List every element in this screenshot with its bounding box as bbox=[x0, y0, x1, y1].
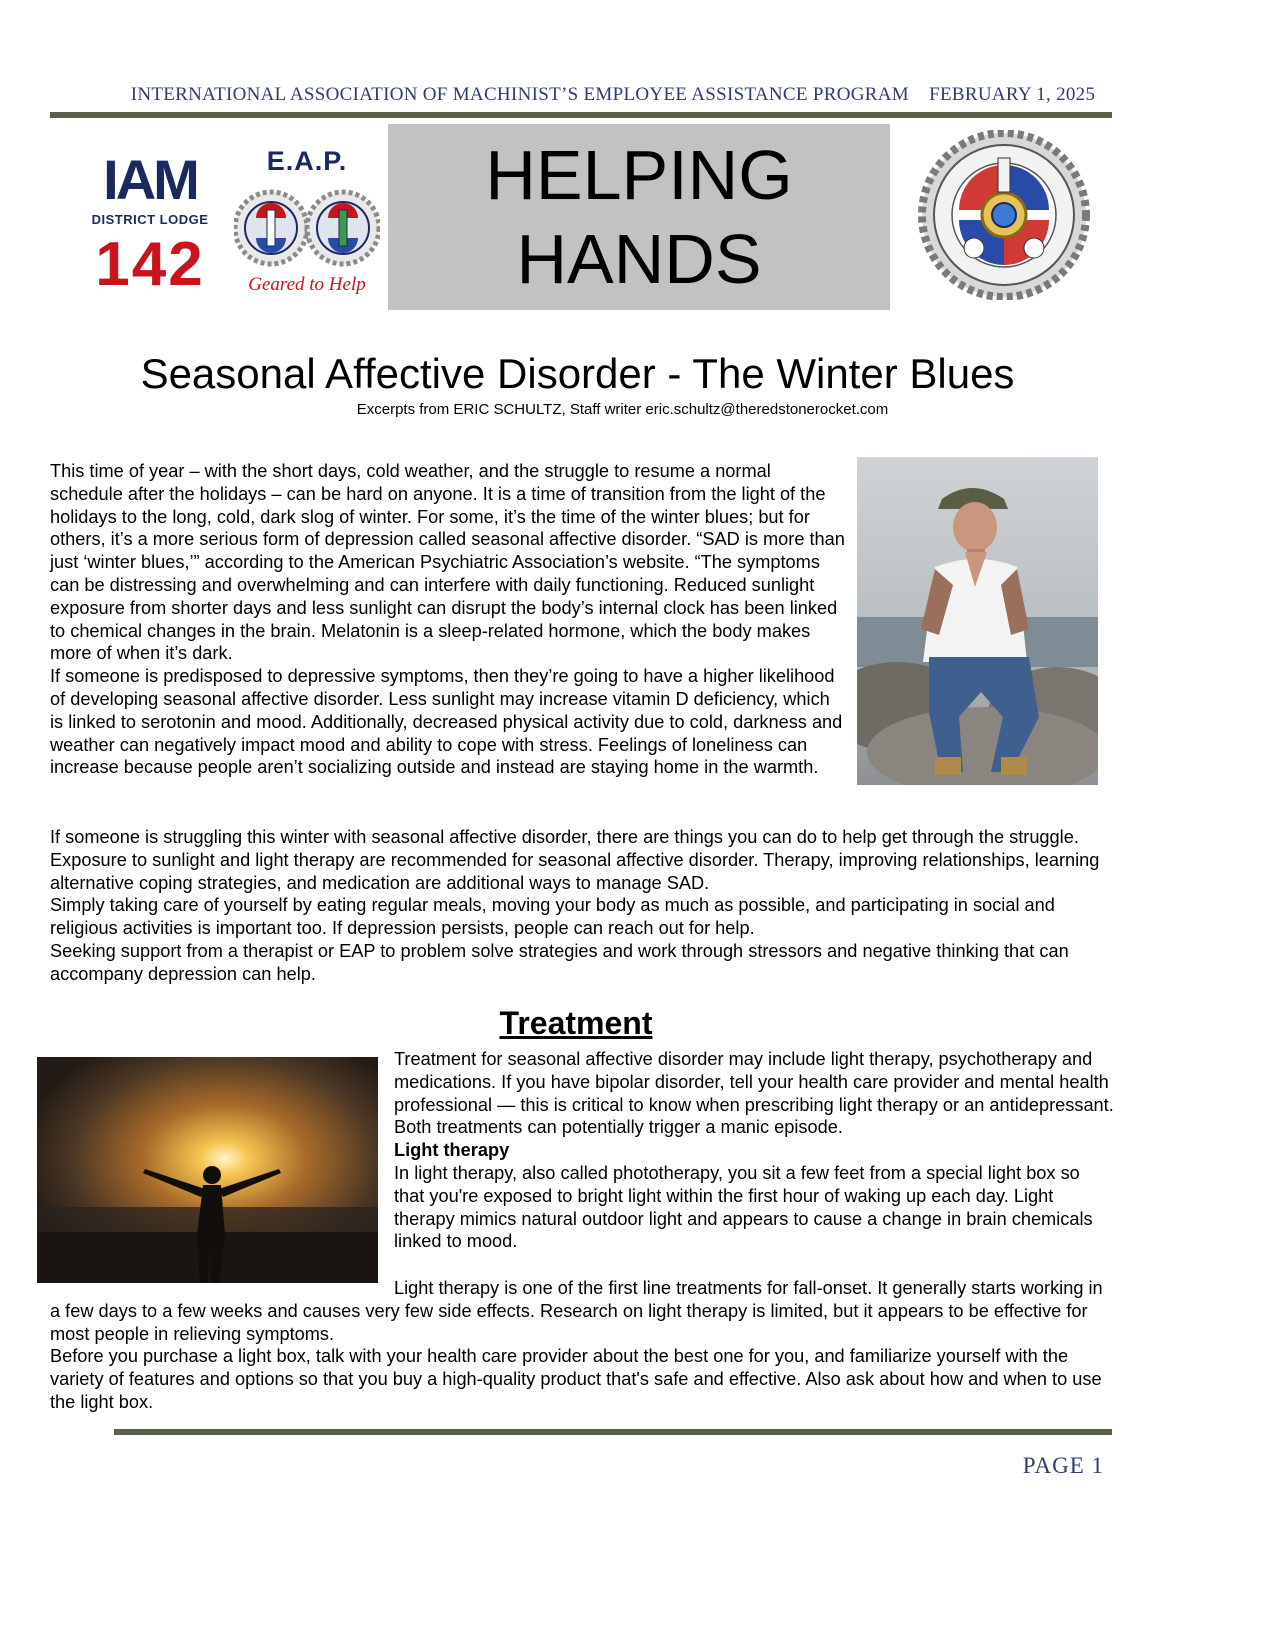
iam-seal-logo bbox=[904, 130, 1104, 300]
treatment-continued-column bbox=[50, 1277, 1115, 1414]
iam-lodge-label: DISTRICT LODGE bbox=[91, 212, 209, 227]
light-therapy-paragraph: In light therapy, also called phototherapy, you sit a few feet from a special light box so that you're exposed to bright light within the first hour of waking up each day. Light therapy mimics natural outdoor light and appears to cause a change in brain chemicals linked to mood. bbox=[394, 1162, 1093, 1252]
article-paragraph: Seeking support from a therapist or EAP to problem solve strategies and work through stressors and negative thinking that can accompany depression can help. bbox=[50, 940, 1069, 984]
article-byline: Excerpts from ERIC SCHULTZ, Staff writer eric.schultz@theredstonerocket.com bbox=[356, 401, 889, 418]
article-paragraph: Simply taking care of yourself by eating regular meals, moving your body as much as possible, and participating in social and religious activities is important too. If depression persists, people can reach out for help. bbox=[50, 895, 1055, 939]
light-therapy-subhead: Light therapy bbox=[394, 1140, 510, 1161]
eap-gears-icon bbox=[234, 184, 380, 272]
article-continued-column bbox=[50, 826, 1115, 986]
man-on-rocks-photo bbox=[857, 457, 1098, 785]
header-rule bbox=[50, 112, 1112, 118]
light-therapy-paragraph: Light therapy is one of the first line treatments for fall-onset. It generally starts working in a few days to a few weeks and causes very few side effects. Research on light therapy is limited, but it appears to be effective for most people in relieving symptoms. bbox=[50, 1278, 1103, 1344]
masthead-line-1: HELPING bbox=[485, 136, 793, 214]
iam-logo-text: IAM bbox=[103, 148, 197, 211]
eap-logo bbox=[232, 146, 382, 302]
page-number: PAGE 1 bbox=[1022, 1453, 1104, 1478]
treatment-column bbox=[394, 1048, 1114, 1253]
article-paragraph: This time of year – with the short days, cold weather, and the struggle to resume a normal schedule after the holidays – can be hard on anyone. It is a time of transition from the light of the holidays to the long, cold, dark slog of winter. For some, it’s the time of the winter blues; but for others, it’s a more serious form of depression called seasonal affective disorder. “SAD is more than just ‘winter blues,’” according to the American Psychiatric Association’s website. “The symptoms can be distressing and overwhelming and can interfere with daily functioning. Reduced sunlight exposure from shorter days and less sunlight can disrupt the body’s internal clock has been linked to chemical changes in the brain. Melatonin is a sleep-related hormone, which the body makes more of when it’s dark. bbox=[50, 461, 845, 664]
light-therapy-paragraph: Before you purchase a light box, talk with your health care provider about the best one for you, and familiarize yourself with the variety of features and options so that you buy a high-quality product that's safe and effective. Also ask about how and when to use the light box. bbox=[50, 1346, 1102, 1412]
article-paragraph: If someone is struggling this winter with seasonal affective disorder, there are things you can do to help get through the struggle. Exposure to sunlight and light therapy are recommended for seasonal affective disorder. Therapy, improving relationships, learning alternative coping strategies, and medication are additional ways to manage SAD. bbox=[50, 827, 1100, 893]
eap-tagline: Geared to Help bbox=[248, 274, 366, 295]
sunset-silhouette-photo bbox=[37, 1057, 378, 1283]
iam-lodge-number: 142 bbox=[95, 230, 205, 299]
treatment-intro: Treatment for seasonal affective disorder may include light therapy, psychotherapy and medications. If you have bipolar disorder, tell your health care provider and mental health professional — this is critical to know when prescribing light therapy or an antidepressant. Both treatments can potentially trigger a manic episode. bbox=[394, 1049, 1114, 1138]
eap-logo-title: E.A.P. bbox=[266, 146, 348, 176]
article-intro-column bbox=[50, 460, 845, 779]
masthead-banner bbox=[388, 124, 890, 310]
iam-district-lodge-logo bbox=[90, 150, 210, 310]
treatment-heading: Treatment bbox=[499, 1005, 653, 1041]
masthead-line-2: HANDS bbox=[516, 220, 762, 298]
newsletter-header: INTERNATIONAL ASSOCIATION OF MACHINIST’S EMPLOYEE ASSISTANCE PROGRAM FEBRUARY 1, 2025 bbox=[130, 84, 1096, 105]
article-paragraph: If someone is predisposed to depressive symptoms, then they’re going to have a higher likelihood of developing seasonal affective disorder. Less sunlight may increase vitamin D deficiency, which is linked to serotonin and mood. Additionally, decreased physical activity due to cold, darkness and weather can negatively impact mood and ability to cope with stress. Feelings of loneliness can increase because people aren’t socializing outside and instead are staying home in the warmth. bbox=[50, 666, 843, 778]
article-title: Seasonal Affective Disorder - The Winter Blues bbox=[140, 350, 1015, 397]
footer-rule bbox=[114, 1429, 1112, 1435]
